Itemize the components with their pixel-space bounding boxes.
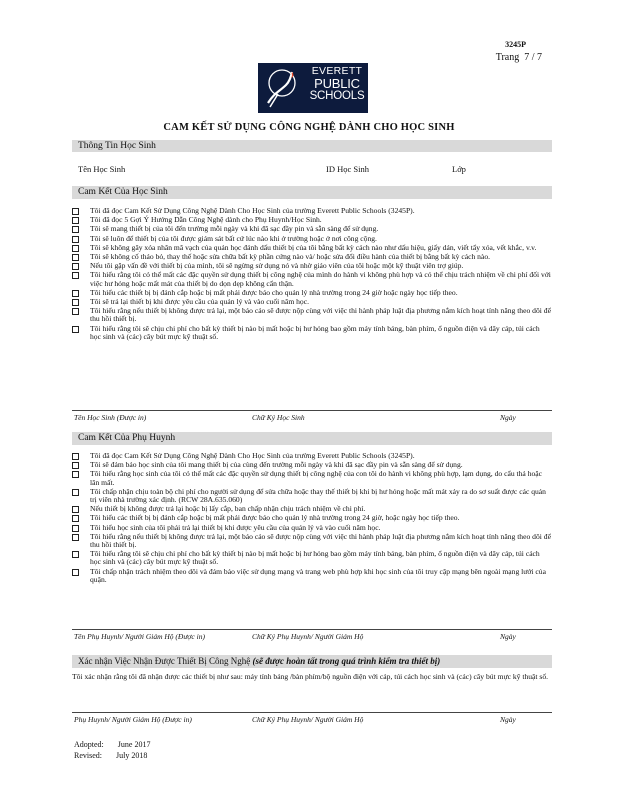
- page-label: Trang: [495, 52, 520, 63]
- parent-printed-name-label: Tên Phụ Huynh/ Người Giám Hộ (Được in): [74, 632, 205, 641]
- parent-date-label: Ngày: [500, 632, 516, 641]
- logo-line: SCHOOLS: [309, 89, 365, 102]
- list-item: [72, 225, 552, 233]
- student-id-label: ID Học Sinh: [326, 164, 369, 174]
- logo-line: EVERETT: [311, 65, 363, 77]
- checkbox-icon: [72, 515, 79, 522]
- adopted-row: [74, 740, 150, 749]
- adopted-date: June 2017: [117, 740, 151, 749]
- student-info-heading: Thông Tin Học Sinh: [72, 140, 552, 152]
- checkbox-icon: [72, 326, 79, 333]
- checkbox-icon: [72, 308, 79, 315]
- logo-wordmark: [306, 66, 368, 102]
- student-signature-label: Chữ Ký Học Sinh: [252, 413, 305, 422]
- student-printed-name-label: Tên Học Sinh (Được in): [74, 413, 147, 422]
- checkbox-icon: [72, 506, 79, 513]
- checkbox-icon: [72, 299, 79, 306]
- receipt-text: Tôi xác nhận rằng tôi đã nhận được các thiết bị như sau: máy tính bảng /bàn phím/bộ nguồn điện với cáp, túi cách học sinh và (các) cây bút mực kỹ thuật số.: [72, 672, 549, 681]
- checkbox-icon: [72, 471, 79, 478]
- checkbox-icon: [72, 525, 79, 532]
- list-item-text: Tôi đã đọc Cam Kết Sử Dụng Công Nghệ Dành Cho Học Sinh của trường Everett Public Schools (3245P).: [90, 451, 415, 460]
- adopted-label: Adopted:: [74, 740, 104, 749]
- list-item-text: Tôi chấp nhận trách nhiệm theo dõi và đảm bảo việc sử dụng mạng và trang web phù hợp khi học sinh của tôi truy cập mạng bên ngoài mạng lưới của quận.: [90, 566, 546, 584]
- receipt-printed-name-label: Phụ Huynh/ Người Giám Hộ (Được in): [74, 715, 192, 724]
- list-item-text: Tôi hiểu rằng nếu thiết bị không được trả lại, một báo cáo sẽ được nộp cùng với việc thi hành pháp luật địa phương nắm kích hoạt tính năng theo dõi để thu hồi thiết bị.: [90, 306, 551, 324]
- list-item-text: Tôi sẽ không cố tháo bỏ, thay thế hoặc sửa chữa bất kỳ phần cứng nào và/ hoặc sửa đổi điều hành của thiết bị bằng bất kỳ cách nào.: [90, 252, 491, 262]
- receipt-heading-note: (sẽ được hoàn tất trong quá trình kiểm tra thiết bị): [252, 656, 441, 666]
- list-item-text: Tôi hiểu rằng tôi sẽ chịu chi phí cho bất kỳ thiết bị nào bị mất hoặc bị hư hỏng bao gồm máy tính bảng, bàn phím, ổ nguồn điện và dây cáp, túi cách học sinh và (các) cây bút mực kỹ thuật số.: [90, 549, 540, 567]
- page-indicator: [496, 52, 542, 63]
- list-item-text: Tôi hiểu các thiết bị bị đánh cắp hoặc bị mất phải được báo cho quản lý nhà trường trong 24 giờ hoặc ngày học tiếp theo.: [90, 287, 458, 297]
- student-date-label: Ngày: [500, 413, 516, 422]
- checkbox-icon: [72, 534, 79, 541]
- grade-label: Lớp: [452, 164, 466, 174]
- page-title: CAM KẾT SỬ DỤNG CÔNG NGHỆ DÀNH CHO HỌC SINH: [163, 122, 455, 133]
- list-item-text: Tôi sẽ mang thiết bị của tôi đến trường mỗi ngày và khi đã sạc đầy pin và sẵn sàng để sử dụng.: [90, 224, 379, 234]
- list-item: [72, 568, 552, 584]
- list-item-text: Tôi sẽ đảm bảo học sinh của tôi mang thiết bị của cùng đến trường mỗi ngày và khi đã sạc đầy pin và sẵn sàng để sử dụng.: [90, 460, 463, 470]
- torch-icon: [258, 63, 308, 113]
- list-item-text: Nếu thiết bị không được trả lại hoặc bị lấy cắp, ban chấp nhận chịu trách nhiệm về chi phí.: [90, 504, 366, 514]
- receipt-signature-label: Chữ Ký Phụ Huynh/ Người Giám Hộ: [252, 715, 364, 724]
- list-item-text: Tôi đã đọc 5 Gợi Ý Hướng Dẫn Công Nghệ dành cho Phụ Huynh/Học Sinh.: [90, 215, 322, 225]
- school-logo: [258, 63, 368, 113]
- list-item: [72, 235, 552, 243]
- logo-line: PUBLIC: [314, 75, 360, 91]
- receipt-date-label: Ngày: [500, 715, 516, 724]
- parent-commitment-list: [72, 452, 552, 585]
- list-item: [72, 550, 552, 566]
- checkbox-icon: [72, 236, 79, 243]
- list-item: [72, 524, 552, 532]
- list-item-text: Tôi hiểu rằng nếu thiết bị không được trả lại, một báo cáo sẽ được nộp cùng với việc thi hành pháp luật địa phương nắm kích hoạt tính năng theo dõi để thu hồi thiết bị.: [90, 531, 551, 550]
- list-item-text: Tôi chấp nhận chịu toàn bộ chi phí cho người sử dụng để sửa chữa hoặc thay thế thiết bị khi bị hư hỏng hoặc mất mát xảy ra do sơ suất được các quản trị viên nhà trường xác định. (RCW 28A.635.060): [90, 486, 546, 505]
- list-item: [72, 452, 552, 460]
- revised-row: [74, 751, 147, 760]
- student-commitment-list: [72, 207, 552, 342]
- list-item: [72, 271, 552, 287]
- list-item-text: Tôi sẽ trả lại thiết bị khi được yêu cầu của quản lý và vào cuối năm học.: [90, 297, 309, 307]
- revised-date: July 2018: [116, 751, 148, 760]
- list-item: [72, 514, 552, 522]
- checkbox-icon: [72, 290, 79, 297]
- checkbox-icon: [72, 208, 79, 215]
- checkbox-icon: [72, 217, 79, 224]
- student-name-label: Tên Học Sinh: [78, 164, 126, 174]
- list-item: [72, 470, 552, 486]
- revised-label: Revised:: [74, 751, 102, 760]
- receipt-heading-text: Xác nhận Việc Nhận Được Thiết Bị Công Nghệ: [78, 656, 251, 666]
- list-item: [72, 216, 552, 224]
- list-item-text: Tôi sẽ không gây xóa nhãn mã vạch của quản học đánh dấu thiết bị của tôi bằng bất kỳ cách nào như dấu hiệu, giấy dán, viết tẩy xóa, vết khắc, v.v.: [90, 242, 537, 252]
- checkbox-icon: [72, 254, 79, 261]
- list-item-text: Tôi đã đọc Cam Kết Sử Dụng Công Nghệ Dành Cho Học Sinh của trường Everett Public Schools (3245P).: [90, 206, 415, 215]
- parent-commitment-heading: Cam Kết Của Phụ Huynh: [72, 432, 552, 445]
- list-item: [72, 298, 552, 306]
- list-item: [72, 461, 552, 469]
- list-item: [72, 289, 552, 297]
- list-item: [72, 488, 552, 504]
- checkbox-icon: [72, 489, 79, 496]
- student-commitment-heading: Cam Kết Của Học Sinh: [72, 186, 552, 199]
- list-item: [72, 307, 552, 323]
- checkbox-icon: [72, 272, 79, 279]
- signature-line: [72, 712, 552, 713]
- list-item-text: Tôi hiểu rằng học sinh của tôi có thể mất các đặc quyền sử dụng thiết bị công nghệ của con tôi do hành vi không phù hợp, lạm dụng, do cẩu thả hoặc lãn mất.: [90, 469, 543, 487]
- signature-line: [72, 629, 552, 630]
- signature-line: [72, 410, 552, 411]
- page-number: 7 / 7: [524, 52, 542, 63]
- checkbox-icon: [72, 462, 79, 469]
- list-item-text: Tôi hiểu các thiết bị bị đánh cắp hoặc bị mất phải được báo cho quản lý nhà trường trong 24 giờ, hoặc ngày học tiếp theo.: [90, 513, 460, 523]
- checkbox-icon: [72, 245, 79, 252]
- list-item: [72, 253, 552, 261]
- list-item-text: Tôi hiểu rằng tôi sẽ chịu chi phí cho bất kỳ thiết bị nào bị mất hoặc bị hư hỏng bao gồm máy tính bảng, bàn phím, ổ nguồn điện và dây cáp, túi cách học sinh và (các) cây bút mực kỹ thuật số.: [90, 323, 540, 341]
- policy-code: 3245P: [505, 40, 526, 49]
- list-item: [72, 505, 552, 513]
- checkbox-icon: [72, 263, 79, 270]
- list-item: [72, 533, 552, 549]
- parent-signature-label: Chữ Ký Phụ Huynh/ Người Giám Hộ: [252, 632, 364, 641]
- list-item-text: Tôi hiểu học sinh của tôi phải trả lại thiết bị khi được yêu cầu của quản lý và vào cuối năm học.: [90, 522, 381, 532]
- checkbox-icon: [72, 226, 79, 233]
- list-item: [72, 325, 552, 341]
- list-item: [72, 262, 552, 270]
- checkbox-icon: [72, 569, 79, 576]
- list-item-text: Tôi hiểu rằng tôi có thể mất các đặc quyền sử dụng thiết bị công nghệ của mình do hành vi không phù hợp và có thể chịu trách nhiệm về chi phí đối với việc hư hỏng hoặc mất mát của thiết bị do dọn dẹp không cẩn thận.: [90, 270, 551, 288]
- list-item: [72, 207, 552, 215]
- list-item-text: Tôi sẽ luôn để thiết bị của tôi được giám sát bất cứ lúc nào khi ở trường hoặc ở nơi công cộng.: [90, 233, 377, 243]
- list-item: [72, 244, 552, 252]
- checkbox-icon: [72, 453, 79, 460]
- list-item-text: Nếu tôi gặp vấn đề với thiết bị của mình, tôi sẽ ngừng sử dụng nó và nhờ giáo viên của tôi hoặc một kỹ thuật viên trợ giúp.: [90, 261, 464, 271]
- checkbox-icon: [72, 551, 79, 558]
- receipt-heading: [72, 655, 552, 668]
